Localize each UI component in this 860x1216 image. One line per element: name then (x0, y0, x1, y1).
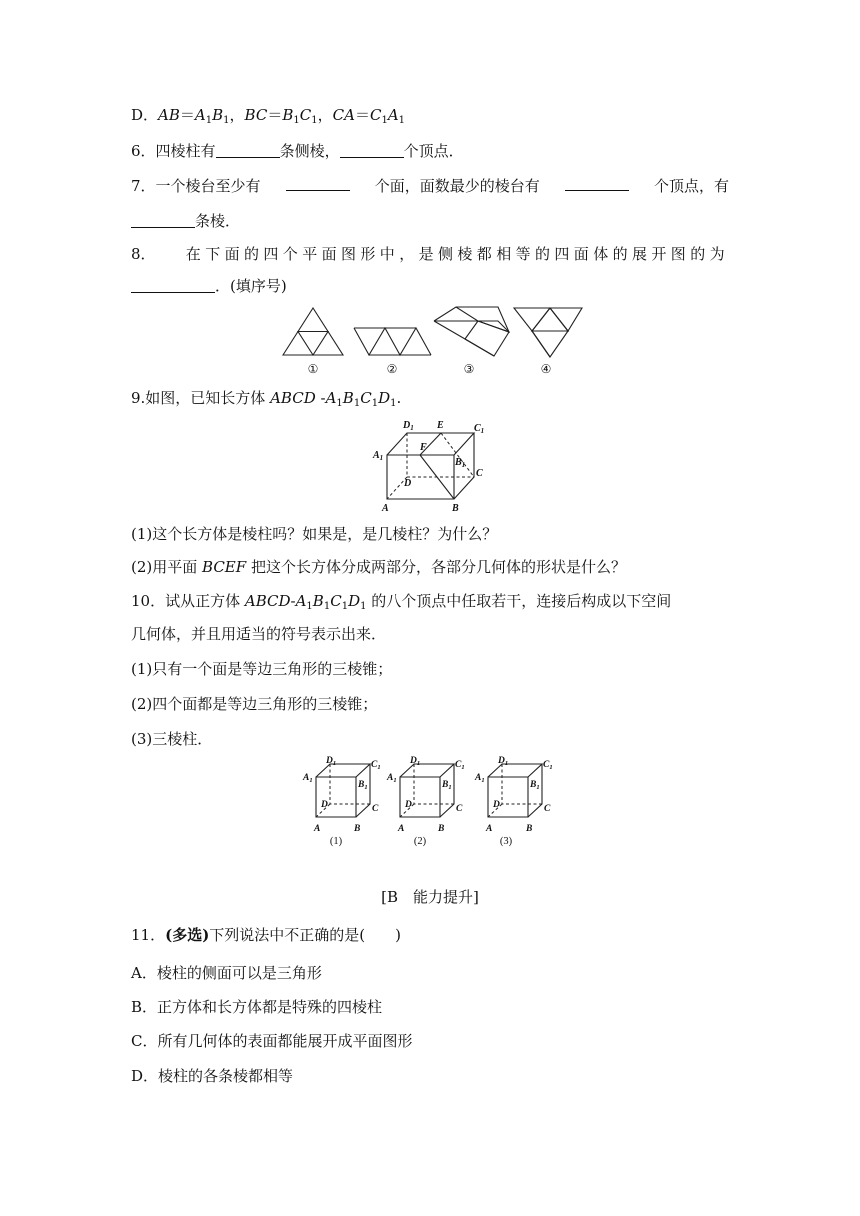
svg-text:A: A (486, 824, 493, 834)
net-1 (283, 308, 343, 355)
question-10-line-1: 10．试从正方体 ABCD-$A_1B_1C_1D_1$ 的八个顶点中任取若干，连接后构成以下空间 (131, 592, 672, 612)
vertex-label: E (437, 420, 444, 431)
svg-text:C1: $C_1$ (455, 760, 465, 771)
svg-text:D1: $D_1$ (410, 756, 421, 767)
vertex-label: D (404, 478, 412, 489)
net-label: ③ (463, 362, 475, 376)
cubes-figure (300, 755, 562, 849)
cuboid-figure (370, 418, 494, 514)
cube-2-labels (386, 756, 465, 834)
svg-text:C: C (456, 804, 463, 814)
svg-text:D: D (493, 800, 500, 810)
net-4 (514, 308, 582, 357)
net-2 (354, 328, 431, 355)
q11-option-b: B．正方体和长方体都是特殊的四棱柱 (131, 998, 383, 1016)
question-6: 6．四棱柱有 条侧棱， 个顶点． (131, 142, 464, 160)
svg-text:C1: $C_1$ (543, 760, 553, 771)
cube-1-labels (302, 756, 381, 834)
q11-option-c: C．所有几何体的表面都能展开成平面图形 (131, 1032, 413, 1050)
question-7-line-1: 7．一个棱台至少有 个面，面数最少的棱台有 个顶点，有 (131, 177, 729, 195)
q5-option-d: D．$AB=A_1B_1$，$BC=B_1C_1$，$CA=C_1A_1$ (131, 106, 406, 126)
question-10-part-2: (2)四个面都是等边三角形的三棱锥； (131, 695, 378, 713)
svg-text:A1: $A_1$ (303, 773, 313, 784)
question-9-part-2: (2)用平面 BCEF 把这个长方体分成两部分，各部分几何体的形状是什么？ (131, 558, 626, 576)
vertex-label: C (476, 468, 483, 479)
vertex-label: $D_1$ (403, 420, 414, 432)
svg-text:A: A (314, 824, 321, 834)
net-label: ④ (540, 362, 552, 376)
net-label: ① (307, 362, 319, 376)
svg-text:C1: $C_1$ (371, 760, 381, 771)
vertex-label: B (452, 503, 459, 514)
question-8-line-1: 8． 在下面的四个平面图形中，是侧棱都相等的四面体的展开图的为 (131, 245, 729, 263)
question-10-part-3: (3)三棱柱． (131, 730, 213, 748)
vertex-label: $C_1$ (474, 423, 485, 435)
section-heading: [B 能力提升] (381, 888, 479, 906)
question-11-stem: 11．(多选)下列说法中不正确的是( ) (131, 926, 402, 944)
svg-text:B1: $B_1$ (442, 780, 452, 791)
cube-caption: (3) (499, 836, 513, 847)
question-10-line-2: 几何体，并且用适当的符号表示出来． (131, 625, 387, 643)
question-7-line-2: 条棱． (131, 211, 240, 231)
answer-blank[interactable] (286, 176, 350, 191)
svg-text:B: B (354, 824, 361, 834)
cube-caption: (2) (413, 836, 427, 847)
q11-option-a: A．棱柱的侧面可以是三角形 (131, 964, 322, 982)
svg-text:B1: $B_1$ (358, 780, 368, 791)
answer-blank[interactable] (131, 213, 195, 228)
answer-blank[interactable] (131, 278, 215, 293)
net-label: ② (386, 362, 398, 376)
vertex-label: $A_1$ (373, 450, 384, 462)
vertex-label: $B_1$ (455, 457, 466, 469)
svg-text:A: A (398, 824, 405, 834)
svg-text:D: D (405, 800, 412, 810)
question-9: 9.如图，已知长方体 ABCD $-A_1B_1C_1D_1$. (131, 389, 402, 409)
vertex-label: A (382, 503, 389, 514)
svg-text:A1: $A_1$ (387, 773, 397, 784)
answer-blank[interactable] (216, 143, 280, 158)
vertex-label: F (420, 442, 427, 453)
svg-text:B: B (438, 824, 445, 834)
cube-3-labels (474, 756, 553, 834)
svg-text:A1: $A_1$ (475, 773, 485, 784)
answer-blank[interactable] (340, 143, 404, 158)
svg-text:B1: $B_1$ (530, 780, 540, 791)
svg-text:D1: $D_1$ (498, 756, 509, 767)
cube-caption: (1) (329, 836, 343, 847)
svg-text:D: D (321, 800, 328, 810)
question-10-part-1: (1)只有一个面是等边三角形的三棱锥； (131, 660, 393, 678)
question-9-part-1: (1)这个长方体是棱柱吗？如果是，是几棱柱？为什么？ (131, 525, 498, 543)
q11-option-d: D．棱柱的各条棱都相等 (131, 1067, 294, 1085)
svg-text:B: B (526, 824, 533, 834)
question-8-line-2: ．(填序号) (131, 276, 287, 296)
net-3 (434, 307, 509, 356)
svg-text:C: C (372, 804, 379, 814)
nets-figure (280, 304, 586, 378)
svg-text:D1: $D_1$ (326, 756, 337, 767)
svg-text:C: C (544, 804, 551, 814)
answer-blank[interactable] (565, 176, 629, 191)
